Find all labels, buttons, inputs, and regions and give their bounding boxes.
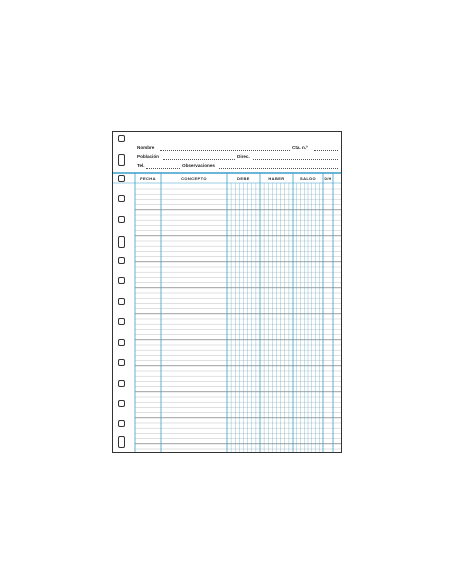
tel-label: Tel. bbox=[137, 163, 145, 168]
col-saldo: SALDO bbox=[300, 176, 316, 181]
binder-hole bbox=[118, 339, 125, 346]
binder-hole bbox=[118, 277, 125, 284]
binder-hole bbox=[118, 257, 125, 264]
ledger-sheet bbox=[112, 131, 342, 453]
col-debe: DEBE bbox=[237, 176, 250, 181]
binder-hole bbox=[118, 359, 125, 366]
col-fecha: FECHA bbox=[140, 176, 156, 181]
observaciones-label: Observaciones bbox=[182, 163, 215, 168]
binder-hole bbox=[118, 175, 125, 182]
poblacion-label: Población bbox=[137, 154, 159, 159]
binder-hole bbox=[118, 154, 125, 166]
binder-hole bbox=[118, 135, 125, 142]
cta-label: Cta. n.º bbox=[292, 145, 308, 150]
binder-hole bbox=[118, 436, 125, 448]
binder-hole bbox=[118, 236, 125, 248]
binder-hole bbox=[118, 318, 125, 325]
col-haber: HABER bbox=[268, 176, 285, 181]
binder-hole bbox=[118, 195, 125, 202]
binder-hole bbox=[118, 216, 125, 223]
nombre-label: Nombre bbox=[137, 145, 155, 150]
binder-hole bbox=[118, 400, 125, 407]
binder-hole bbox=[118, 298, 125, 305]
ledger-rows bbox=[135, 189, 341, 449]
direc-label: Direc. bbox=[237, 154, 250, 159]
col-concepto: CONCEPTO bbox=[181, 176, 207, 181]
binder-hole bbox=[118, 380, 125, 387]
col-dh: D/H bbox=[324, 177, 332, 181]
binder-hole bbox=[118, 420, 125, 427]
